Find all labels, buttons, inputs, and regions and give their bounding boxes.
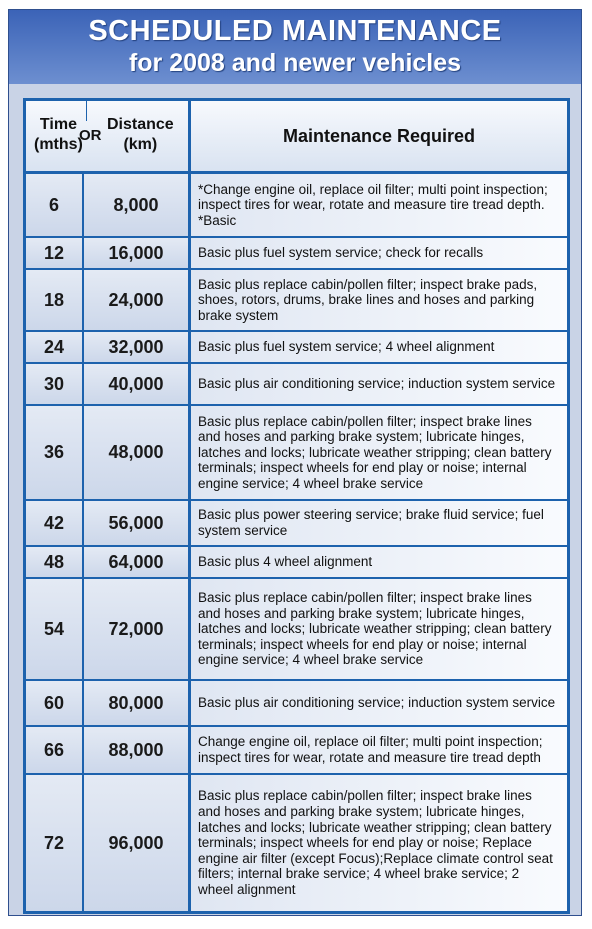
time-header-unit: (mths) [34, 136, 83, 153]
maintenance-cell: Basic plus 4 wheel alignment [191, 547, 567, 577]
table-header-row [26, 101, 567, 174]
months-cell: 66 [26, 727, 84, 773]
distance-cell: 32,000 [84, 332, 191, 362]
months-cell: 12 [26, 238, 84, 268]
maintenance-cell: Basic plus replace cabin/pollen filter; inspect brake lines and hoses and parking brake system; lubricate hinges, latches and locks; lubricate weather stripping; clean battery terminals; inspect wheels for end play or noise; Replace engine air filter (except Focus);Replace climate control seat filters; internal brake service; 4 wheel brake service; 2 wheel alignment [191, 775, 567, 911]
distance-cell: 24,000 [84, 270, 191, 330]
months-cell: 36 [26, 406, 84, 499]
distance-cell: 16,000 [84, 238, 191, 268]
table-row [26, 727, 567, 775]
table-row [26, 406, 567, 501]
distance-cell: 64,000 [84, 547, 191, 577]
maintenance-cell: Basic plus replace cabin/pollen filter; inspect brake lines and hoses and parking brake system; lubricate hinges, latches and locks; lubricate weather stripping; clean battery terminals; inspect wheels for end play or noise; internal engine service; 4 wheel brake service [191, 406, 567, 499]
table-row [26, 579, 567, 681]
months-cell: 72 [26, 775, 84, 911]
distance-cell: 88,000 [84, 727, 191, 773]
table-row [26, 238, 567, 270]
table-body [26, 174, 567, 911]
months-cell: 54 [26, 579, 84, 679]
maintenance-cell: Basic plus air conditioning service; induction system service [191, 364, 567, 404]
maintenance-cell: Basic plus air conditioning service; induction system service [191, 681, 567, 725]
table-row [26, 547, 567, 579]
months-cell: 18 [26, 270, 84, 330]
maintenance-header: Maintenance Required [282, 125, 476, 146]
table-row [26, 775, 567, 911]
months-cell: 6 [26, 174, 84, 236]
header-banner [9, 10, 581, 84]
distance-cell: 56,000 [84, 501, 191, 545]
table-row [26, 681, 567, 727]
distance-cell: 72,000 [84, 579, 191, 679]
table-row [26, 270, 567, 332]
header-divider-tick [86, 101, 87, 121]
or-label: OR [79, 127, 102, 144]
table-row [26, 364, 567, 406]
months-cell: 60 [26, 681, 84, 725]
maintenance-cell: Basic plus fuel system service; 4 wheel alignment [191, 332, 567, 362]
interval-header [26, 101, 191, 171]
maintenance-cell: Basic plus replace cabin/pollen filter; inspect brake lines and hoses and parking brake system; lubricate hinges, latches and locks; lubricate weather stripping; clean battery terminals; inspect wheels for end play or noise; internal engine service; 4 wheel brake service [191, 579, 567, 679]
months-cell: 42 [26, 501, 84, 545]
maintenance-cell: *Change engine oil, replace oil filter; multi point inspection; inspect tires for wear, rotate and measure tire tread depth. *Basic [191, 174, 567, 236]
table-row [26, 332, 567, 364]
distance-cell: 40,000 [84, 364, 191, 404]
table-row [26, 501, 567, 547]
page-title: SCHEDULED MAINTENANCE [88, 15, 502, 47]
maintenance-cell: Change engine oil, replace oil filter; multi point inspection; inspect tires for wear, rotate and measure tire tread depth [191, 727, 567, 773]
maintenance-cell: Basic plus power steering service; brake fluid service; fuel system service [191, 501, 567, 545]
distance-header-unit: (km) [123, 136, 158, 153]
distance-cell: 48,000 [84, 406, 191, 499]
table-row [26, 174, 567, 238]
months-cell: 48 [26, 547, 84, 577]
distance-header [107, 115, 174, 155]
page-subtitle: for 2008 and newer vehicles [128, 49, 462, 77]
distance-cell: 80,000 [84, 681, 191, 725]
distance-header-label: Distance [107, 116, 174, 133]
maintenance-cell: Basic plus replace cabin/pollen filter; inspect brake pads, shoes, rotors, drums, brake lines and hoses and parking brake system [191, 270, 567, 330]
maintenance-table [23, 98, 570, 914]
months-cell: 24 [26, 332, 84, 362]
months-cell: 30 [26, 364, 84, 404]
time-header-label: Time [39, 116, 77, 133]
distance-cell: 96,000 [84, 775, 191, 911]
distance-cell: 8,000 [84, 174, 191, 236]
maintenance-cell: Basic plus fuel system service; check for recalls [191, 238, 567, 268]
time-header [34, 115, 83, 155]
maintenance-card [8, 9, 582, 916]
